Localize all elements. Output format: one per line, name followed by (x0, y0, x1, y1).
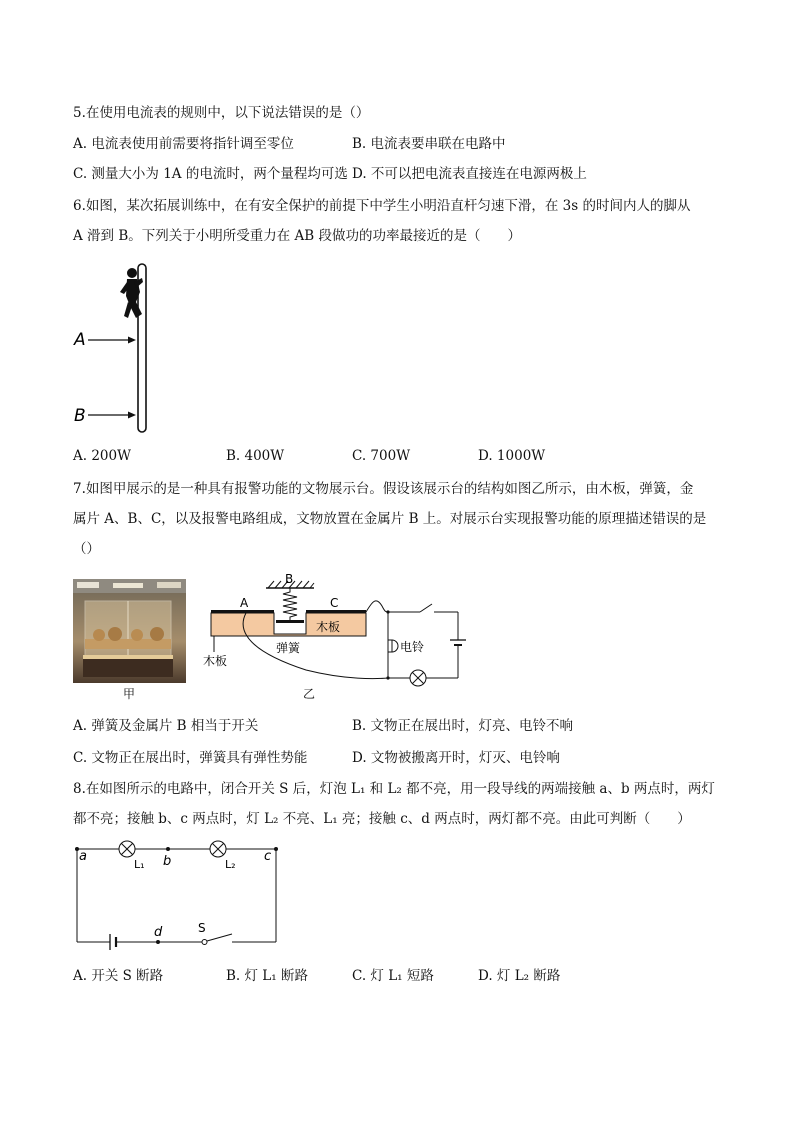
q6-option-c: C. 700W (352, 448, 411, 464)
arrow-right-icon (128, 412, 136, 419)
lamp-l2-label: L₂ (225, 858, 236, 871)
lamp-icon (410, 670, 426, 686)
q7-stem-line-1: 7.如图甲展示的是一种具有报警功能的文物展示台。假设该展示台的结构如图乙所示，由木板，弹簧，金 (73, 481, 694, 497)
q7-stem-line-2: 属片 A、B、C，以及报警电路组成，文物放置在金属片 B 上。对展示台实现报警功能的原理描述错误的是 (73, 511, 707, 527)
q5-option-a: A. 电流表使用前需要将指针调至零位 (73, 136, 294, 152)
q5-stem: 5.在使用电流表的规则中，以下说法错误的是（） (73, 105, 370, 121)
label-spring: 弹簧 (276, 641, 301, 655)
q5-option-c: C. 测量大小为 1A 的电流时，两个量程均可选 (73, 166, 348, 182)
arrow-right-icon (128, 337, 136, 344)
wooden-board (211, 613, 366, 636)
q6-pole-figure (70, 262, 160, 437)
label-a: A (240, 596, 249, 610)
q6-stem-line-2: A 滑到 B。下列关于小明所受重力在 AB 段做功的功率最接近的是（ ） (73, 228, 522, 244)
q7-option-c: C. 文物正在展出时，弹簧具有弹性势能 (73, 750, 308, 766)
label-c: C (330, 596, 339, 610)
q8-option-b: B. 灯 L₁ 断路 (226, 968, 308, 984)
lamp-l1-label: L₁ (134, 858, 145, 871)
label-a: A (74, 330, 86, 350)
q6-option-b: B. 400W (226, 448, 285, 464)
point-b-label: b (163, 854, 172, 869)
q8-circuit-diagram (70, 838, 286, 950)
lamp-l1-icon (119, 841, 135, 857)
q6-option-a: A. 200W (73, 448, 131, 464)
label-bell: 电铃 (400, 640, 425, 654)
spring (283, 588, 297, 620)
q6-option-d: D. 1000W (478, 448, 546, 464)
label-b: B (74, 406, 86, 426)
q6-stem-line-1: 6.如图，某次拓展训练中，在有安全保护的前提下中学生小明沿直杆匀速下滑，在 3s 的时间内人的脚从 (73, 198, 691, 214)
q7-option-a: A. 弹簧及金属片 B 相当于开关 (73, 718, 259, 734)
q7-option-b: B. 文物正在展出时，灯亮、电铃不响 (352, 718, 574, 734)
point-d-label: d (154, 925, 163, 940)
switch-blade (207, 934, 232, 941)
q7-option-d: D. 文物被搬离开时，灯灭、电铃响 (352, 750, 560, 766)
point-a-label: a (79, 849, 87, 864)
switch-label: S (198, 921, 206, 935)
label-b: B (285, 572, 294, 586)
label-board-top: 木板 (316, 620, 341, 634)
q8-option-c: C. 灯 L₁ 短路 (352, 968, 434, 984)
q8-option-d: D. 灯 L₂ 断路 (478, 968, 561, 984)
q7-stem-line-3: （） (73, 541, 100, 557)
label-board-bottom: 木板 (203, 654, 228, 668)
q8-option-a: A. 开关 S 断路 (73, 968, 164, 984)
caption-yi: 乙 (303, 687, 316, 701)
point-c-label: c (264, 849, 272, 864)
q8-stem-line-1: 8.在如图所示的电路中，闭合开关 S 后，灯泡 L₁ 和 L₂ 都不亮，用一段导线的两端接触 a、b 两点时，两灯 (73, 781, 715, 797)
q5-option-d: D. 不可以把电流表直接连在电源两极上 (352, 166, 587, 182)
display-stand-circuit-diagram (196, 572, 474, 704)
q8-stem-line-2: 都不亮；接触 b、c 两点时，灯 L₂ 不亮、L₁ 亮；接触 c、d 两点时，两灯都不亮。由此可判断（ ） (73, 811, 691, 827)
museum-display-photo (73, 579, 186, 683)
caption-jia: 甲 (123, 687, 136, 701)
q5-option-b: B. 电流表要串联在电路中 (352, 136, 506, 152)
lamp-l2-icon (210, 841, 226, 857)
